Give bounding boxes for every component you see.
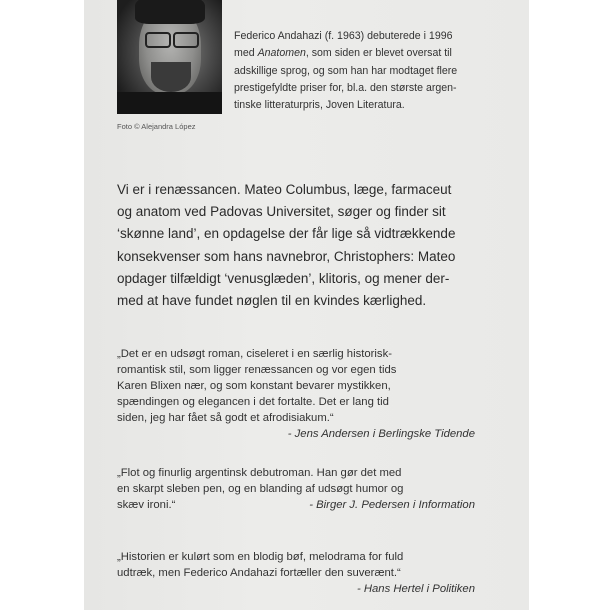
glasses-left-lens — [145, 32, 171, 48]
bio-prefix: med — [234, 47, 258, 60]
synopsis-line: Vi er i renæssancen. Mateo Columbus, læge, farmaceut — [117, 182, 452, 197]
review-line: „Det er en udsøgt roman, ciseleret i en særlig historisk- — [117, 348, 392, 360]
review-attribution: - Jens Andersen i Berlingske Tidende — [287, 428, 475, 440]
review-quote — [117, 549, 527, 597]
review-line-text: skæv ironi.“ — [117, 499, 176, 511]
synopsis-line: og anatom ved Padovas Universitet, søger og finder sit — [117, 204, 446, 220]
bio-line: tinske litteraturpris, Joven Literatura. — [234, 99, 405, 112]
book-back-cover — [84, 0, 529, 610]
bio-line-rest: , som siden er blevet oversat til — [305, 47, 452, 60]
author-shirt — [117, 92, 222, 114]
author-bio — [234, 28, 529, 114]
glasses-right-lens — [173, 32, 199, 48]
synopsis-line: med at have fundet nøglen til en kvindes kærlighed. — [117, 293, 427, 309]
review-line — [117, 497, 527, 513]
review-line: „Flot og finurlig argentinsk debutroman. Han gør det med — [117, 467, 402, 479]
review-quote — [117, 346, 527, 442]
bio-line: prestigefyldte priser for, bl.a. den største argen- — [234, 81, 457, 94]
synopsis — [117, 179, 527, 312]
review-line: romantisk stil, som ligger renæssancen og vor egen tids — [117, 364, 397, 376]
synopsis-line: konsekvenser som hans navnebror, Christophers: Mateo — [117, 248, 456, 264]
review-attribution: - Hans Hertel i Politiken — [356, 583, 475, 595]
synopsis-line: opdager tilfældigt ‘venusglæden’, klitoris, og mener der- — [117, 270, 450, 286]
author-beard — [151, 62, 191, 92]
review-line: „Historien er kulørt som en blodig bøf, melodrama for fuld — [117, 551, 404, 563]
book-title: Anatomen — [257, 47, 306, 60]
synopsis-line: ‘skønne land’, en opdagelse der får lige så vidtrækkende — [117, 226, 456, 242]
review-line: spændingen og elegancen i det fortalte. Det er lang tid — [117, 396, 389, 408]
bio-line: Federico Andahazi (f. 1963) debuterede i 1996 — [234, 30, 453, 42]
review-attribution: - Birger J. Pedersen i Information — [309, 499, 475, 511]
review-line: siden, jeg har fået så godt et afrodisiakum.“ — [117, 412, 334, 424]
author-photo — [117, 0, 222, 114]
review-line: udtræk, men Federico Andahazi fortæller den suverænt.“ — [117, 567, 401, 579]
review-quote — [117, 465, 527, 513]
author-hair — [135, 0, 205, 24]
review-line: Karen Blixen nær, og som konstant bevarer mystikken, — [117, 380, 391, 392]
bio-line — [234, 45, 529, 62]
bio-line: adskillige sprog, og som han har modtaget flere — [234, 64, 458, 77]
review-line: en skarpt sleben pen, og en blanding af udsøgt humor og — [117, 483, 404, 495]
photo-credit: Foto © Alejandra López — [117, 122, 196, 131]
